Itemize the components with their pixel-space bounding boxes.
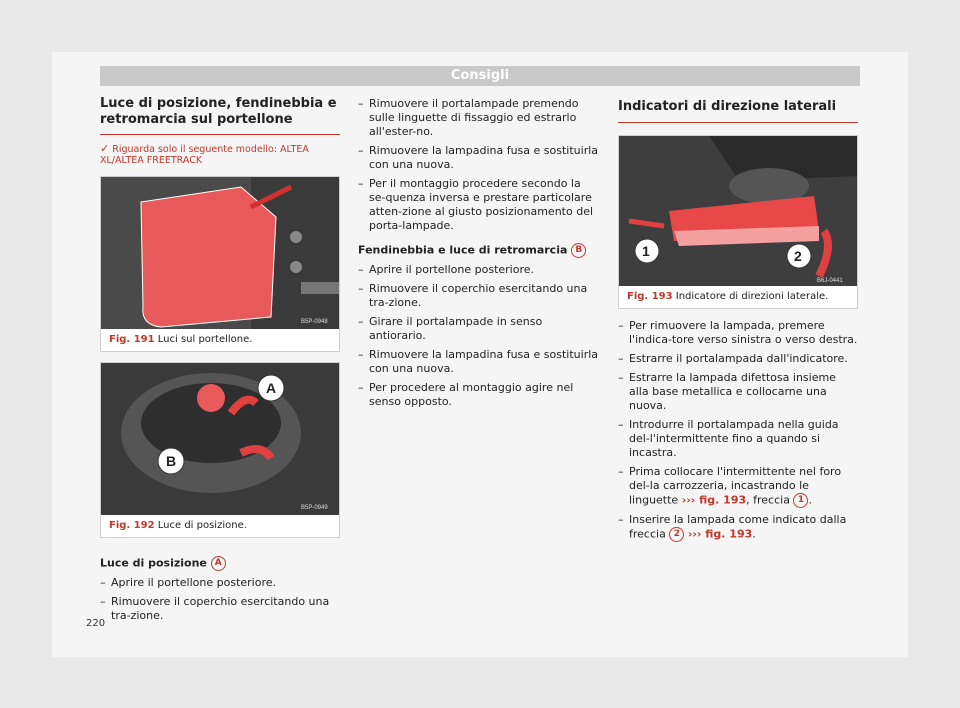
- list-item: – Per il montaggio procedere secondo la se-quenza inversa e prestare particolare atten-zione al giusto posizionamento del porta-lampade.: [358, 177, 598, 233]
- figure-192: [100, 362, 340, 538]
- badge-a: A: [211, 556, 226, 571]
- steps-list: [100, 576, 340, 623]
- list-item: – Estrarre il portalampada dall'indicatore.: [618, 352, 858, 366]
- figure-caption-text: Luci sul portellone.: [157, 334, 253, 345]
- callout-b: B: [166, 453, 177, 469]
- step-text: Inserire la lampada come indicato dalla freccia: [629, 513, 847, 541]
- column-3: [618, 96, 858, 542]
- callout-a: A: [266, 380, 277, 396]
- figure-number: Fig. 191: [109, 334, 155, 345]
- callout-2: 2: [794, 248, 802, 264]
- list-item: – Rimuovere il coperchio esercitando una tra-zione.: [100, 595, 340, 623]
- figure-caption: [101, 329, 339, 351]
- list-item: – Rimuovere la lampadina fusa e sostituirla con una nuova.: [358, 144, 598, 172]
- section-title: Indicatori di direzione laterali: [618, 96, 858, 123]
- section-title: Luce di posizione, fendinebbia e retromarcia sul portellone: [100, 96, 337, 127]
- badge-2: 2: [669, 527, 684, 542]
- figure-code: B5P-0949: [301, 505, 328, 511]
- figure-193: [618, 135, 858, 309]
- list-item: – Girare il portalampade in senso antiorario.: [358, 315, 598, 343]
- figure-reference-link[interactable]: ››› fig. 193: [681, 493, 747, 507]
- figure-number: Fig. 192: [109, 520, 155, 531]
- list-item: – Rimuovere il coperchio esercitando una tra-zione.: [358, 282, 598, 310]
- list-item: – Per procedere al montaggio agire nel senso opposto.: [358, 381, 598, 409]
- list-item: – Inserire la lampada come indicato dalla freccia 2 ››› fig. 193.: [618, 513, 858, 542]
- step-text: Prima collocare l'intermittente nel foro del-la carrozzeria, incastrando le linguette: [629, 465, 842, 507]
- steps-list: [618, 319, 858, 542]
- list-item: – Introdurre il portalampada nella guida del-l'intermittente fino a quando si incastra.: [618, 418, 858, 460]
- subhead-fog-reverse: [358, 243, 598, 258]
- badge-b: B: [571, 243, 586, 258]
- position-light-image: [101, 363, 339, 515]
- subhead-text: Fendinebbia e luce di retromarcia: [358, 243, 568, 257]
- side-indicator-image: [619, 136, 857, 286]
- figure-caption: [619, 286, 857, 308]
- section-header: Consigli: [100, 66, 860, 86]
- steps-list: [358, 263, 598, 409]
- list-item: – Aprire il portellone posteriore.: [100, 576, 340, 590]
- list-item: – Rimuovere la lampadina fusa e sostituirla con una nuova.: [358, 348, 598, 376]
- figure-reference-link[interactable]: ››› fig. 193: [687, 527, 753, 541]
- column-1: [100, 96, 340, 623]
- figure-caption-text: Indicatore di direzioni laterale.: [675, 291, 829, 302]
- figure-code: B6J-0441: [817, 278, 843, 284]
- subhead-position-light: [100, 556, 340, 571]
- figure-caption: [101, 515, 339, 537]
- section-title-block: [100, 96, 340, 135]
- check-icon: ✓: [100, 142, 110, 155]
- figure-191: [100, 176, 340, 352]
- list-item: – Aprire il portellone posteriore.: [358, 263, 598, 277]
- list-item: – Prima collocare l'intermittente nel foro del-la carrozzeria, incastrando le linguette ››› fig. 193, freccia 1 .: [618, 465, 858, 508]
- list-item: – Per rimuovere la lampada, premere l'indica-tore verso sinistra o verso destra.: [618, 319, 858, 347]
- figure-number: Fig. 193: [627, 291, 673, 302]
- model-note: [100, 143, 340, 166]
- model-note-text: Riguarda solo il seguente modello: ALTEA XL/ALTEA FREETRACK: [100, 144, 309, 166]
- figure-caption-text: Luce di posizione.: [157, 520, 247, 531]
- callout-1: 1: [642, 243, 650, 259]
- figure-code: B5P-0948: [301, 319, 328, 325]
- steps-list: [358, 97, 598, 233]
- column-2: [358, 96, 598, 409]
- badge-1: 1: [793, 493, 808, 508]
- subhead-text: Luce di posizione: [100, 556, 207, 570]
- list-item: – Estrarre la lampada difettosa insieme alla base metallica e collocarne una nuova.: [618, 371, 858, 413]
- list-item: – Rimuovere il portalampade premendo sulle linguette di fissaggio ed estrarlo all'ester-no.: [358, 97, 598, 139]
- page-number: 220: [86, 618, 106, 629]
- step-text: , freccia: [746, 493, 790, 507]
- tailgate-lights-image: [101, 177, 339, 329]
